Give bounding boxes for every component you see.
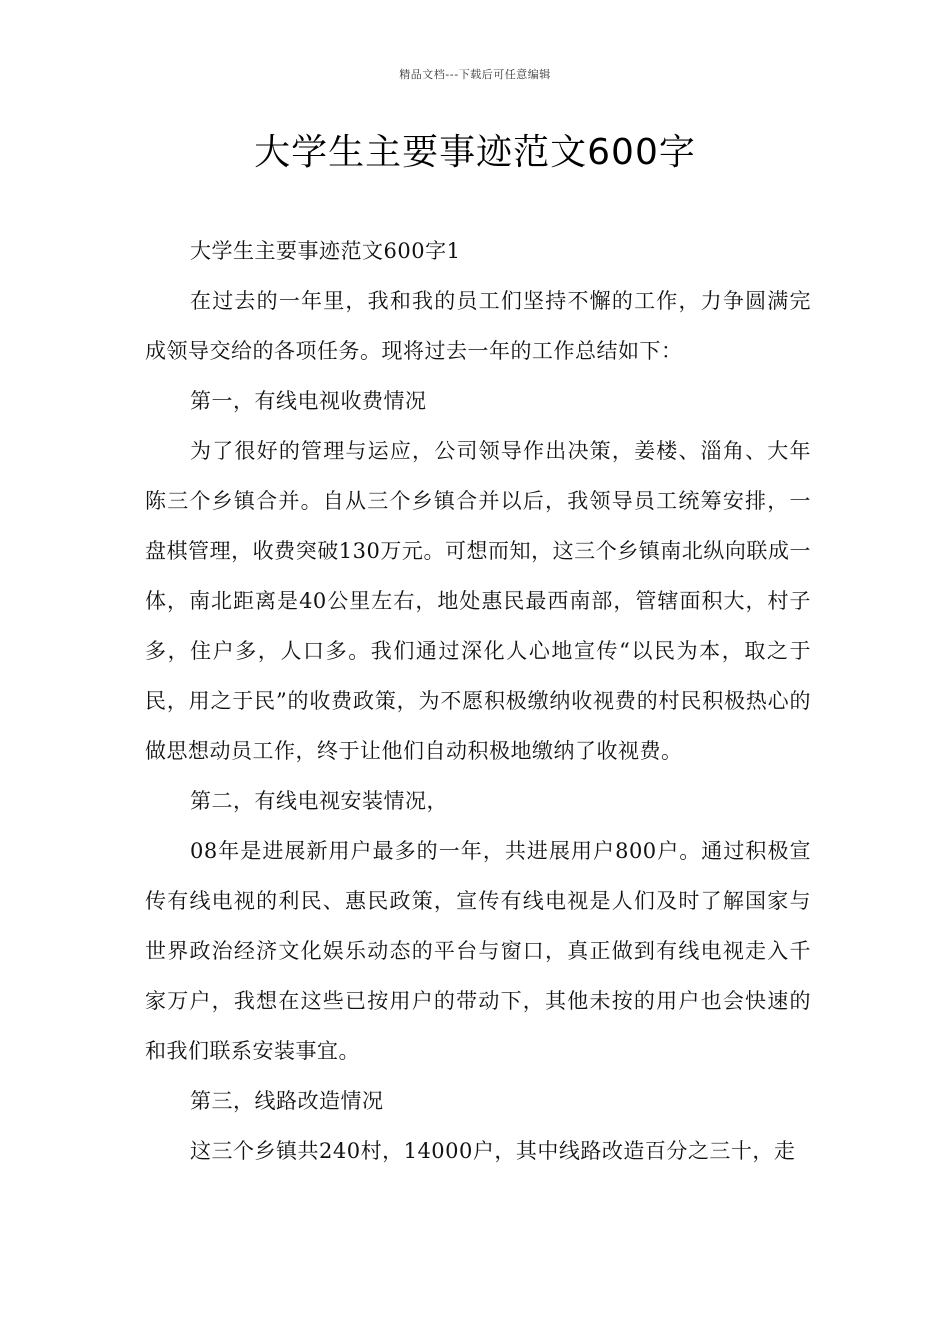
paragraph: 08年是进展新用户最多的一年，共进展用户800户。通过积极宣传有线电视的利民、惠民政策，宣传有线电视是人们及时了解国家与世界政治经济文化娱乐动态的平台与窗口，真正做到有线电视走入千家万户，我想在这些已按用户的带动下，其他未按的用户也会快速的和我们联系安装事宜。 — [145, 839, 811, 1063]
paragraph: 为了很好的管理与运应，公司领导作出决策，姜楼、淄角、大年陈三个乡镇合并。自从三个乡镇合并以后，我领导员工统筹安排，一盘棋管理，收费突破130万元。可想而知，这三个乡镇南北纵向联成一体，南北距离是40公里左右，地处惠民最西南部，管辖面积大，村子多，住户多，人口多。我们通过深化人心地宣传“以民为本，取之于民，用之于民”的收费政策，为不愿积极缴纳收视费的村民积极热心的做思想动员工作，终于让他们自动积极地缴纳了收视费。 — [145, 439, 811, 763]
document-title: 大学生主要事迹范文600字 — [254, 132, 696, 173]
section-heading: 第二，有线电视安装情况， — [190, 789, 448, 813]
section-heading: 第一，有线电视收费情况 — [190, 389, 427, 413]
header-note: 精品文档---下载后可任意编辑 — [399, 68, 551, 81]
document-body — [145, 226, 811, 1176]
section-heading: 第三，线路改造情况 — [190, 1089, 384, 1113]
paragraph: 在过去的一年里，我和我的员工们坚持不懈的工作，力争圆满完成领导交给的各项任务。现将过去一年的工作总结如下： — [145, 289, 811, 363]
paragraph: 这三个乡镇共240村，14000户，其中线路改造百分之三十，走 — [190, 1139, 796, 1163]
section-heading: 大学生主要事迹范文600字1 — [190, 239, 461, 263]
